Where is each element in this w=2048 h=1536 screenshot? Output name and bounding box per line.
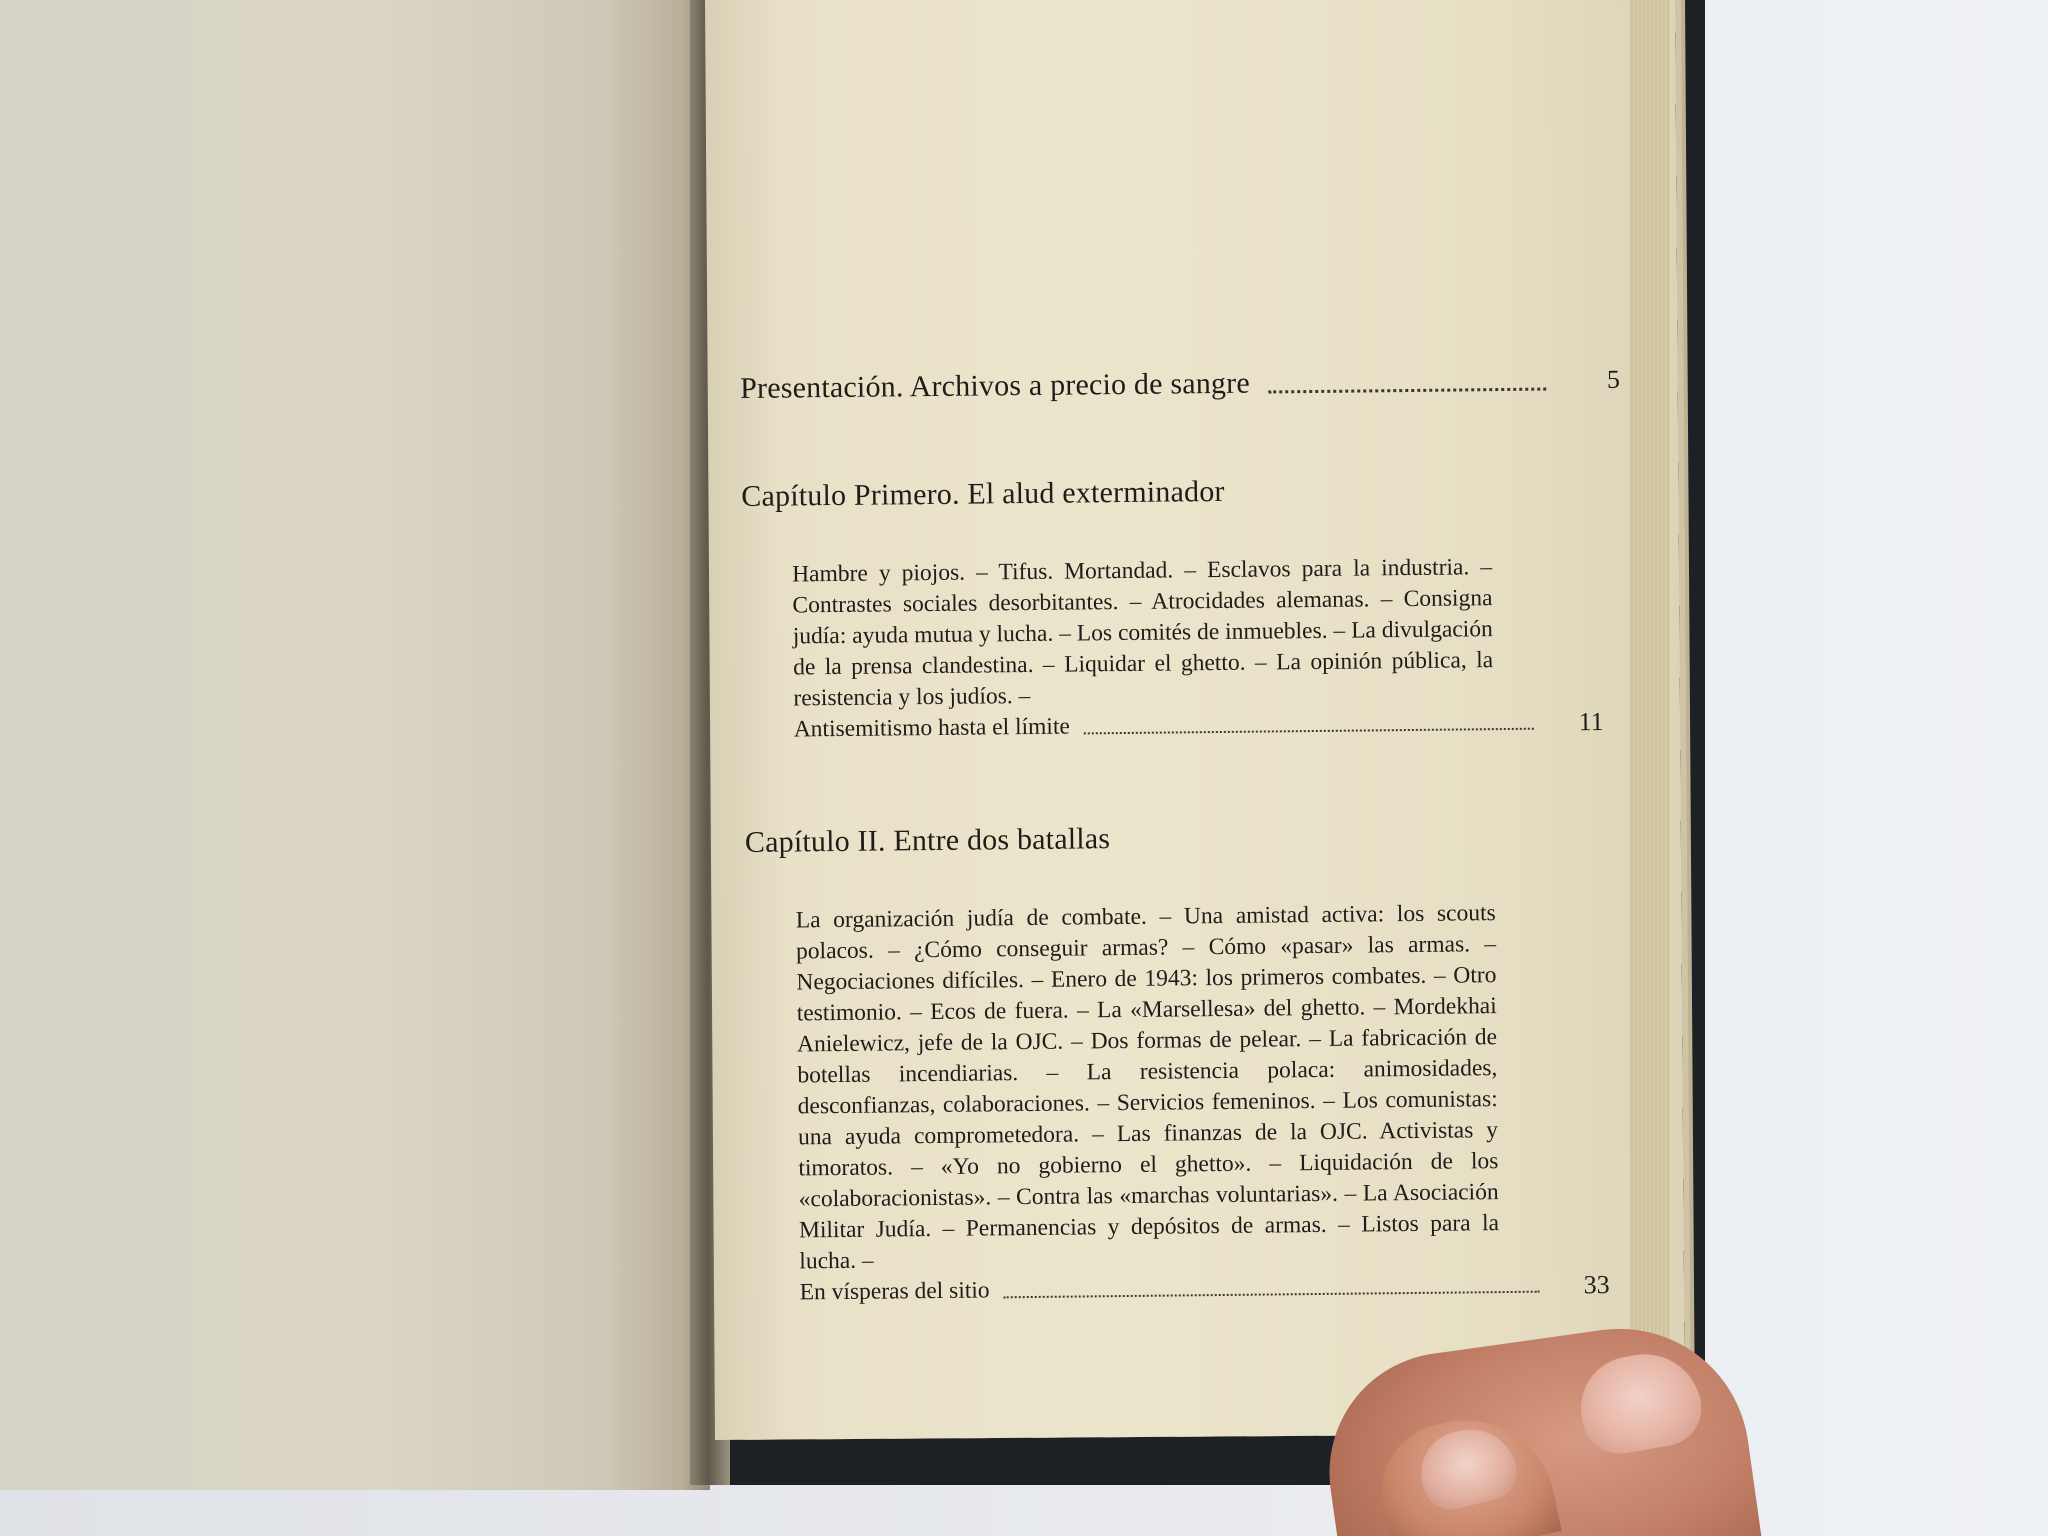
chapter-title: Capítulo Primero. El alud exterminador bbox=[741, 474, 1225, 513]
chapter-summary: Hambre y piojos. – Tifus. Mortandad. – Esclavos para la industria. – Contrastes sociales desorbitantes. – Atrocidades alemanas. – Consigna judía: ayuda mutua y lucha. – Los comités de inmuebles. – La divulgación de la prensa clandestina. – Liquidar el ghetto. – La opinión pública, la resistencia y los judíos. – bbox=[792, 554, 1494, 712]
table-of-contents bbox=[740, 361, 1630, 1309]
toc-entry-title: Presentación. Archivos a precio de sangre bbox=[740, 366, 1251, 405]
toc-entry-capitulo-2 bbox=[745, 815, 1630, 1309]
toc-page-number: 11 bbox=[1578, 706, 1604, 737]
left-page-blank bbox=[0, 0, 710, 1490]
summary-last-text: Antisemitismo hasta el límite bbox=[793, 713, 1070, 743]
page-edges bbox=[1630, 0, 1670, 1440]
toc-page-number: 5 bbox=[1606, 364, 1621, 394]
chapter-summary: La organización judía de combate. – Una amistad activa: los scouts polacos. – ¿Cómo conseguir armas? – Cómo «pasar» las armas. – Negociaciones difíciles. – Enero de 1943: los primeros combates. – Otro testimonio. – Ecos de fuera. – La «Marsellesa» del ghetto. – Mordekhai Anielewicz, jefe de la OJC. – Dos formas de pelear. – La fabricación de botellas incendiarias. – La resistencia polaca: animosidades, desconfianzas, colaboraciones. – Servicios femeninos. – Los comunistas: una ayuda comprometedora. – Las finanzas de la OJC. Activistas y timoratos. – «Yo no gobierno el ghetto». – Liquidación de los «colaboracionistas». – Contra las «marchas voluntarias». – La Asociación Militar Judía. – Permanencias y depósitos de armas. – Listos para la lucha. – bbox=[795, 900, 1500, 1275]
dot-leader bbox=[1268, 388, 1546, 394]
summary-last-text: En vísperas del sitio bbox=[799, 1277, 990, 1306]
dot-leader bbox=[1004, 1291, 1540, 1299]
toc-entry-presentacion bbox=[740, 361, 1620, 408]
chapter-title: Capítulo II. Entre dos batallas bbox=[744, 822, 1111, 859]
toc-page-number: 33 bbox=[1583, 1269, 1610, 1300]
toc-heading-row bbox=[740, 361, 1620, 408]
toc-entry-capitulo-1 bbox=[741, 469, 1624, 746]
dot-leader bbox=[1084, 728, 1534, 735]
